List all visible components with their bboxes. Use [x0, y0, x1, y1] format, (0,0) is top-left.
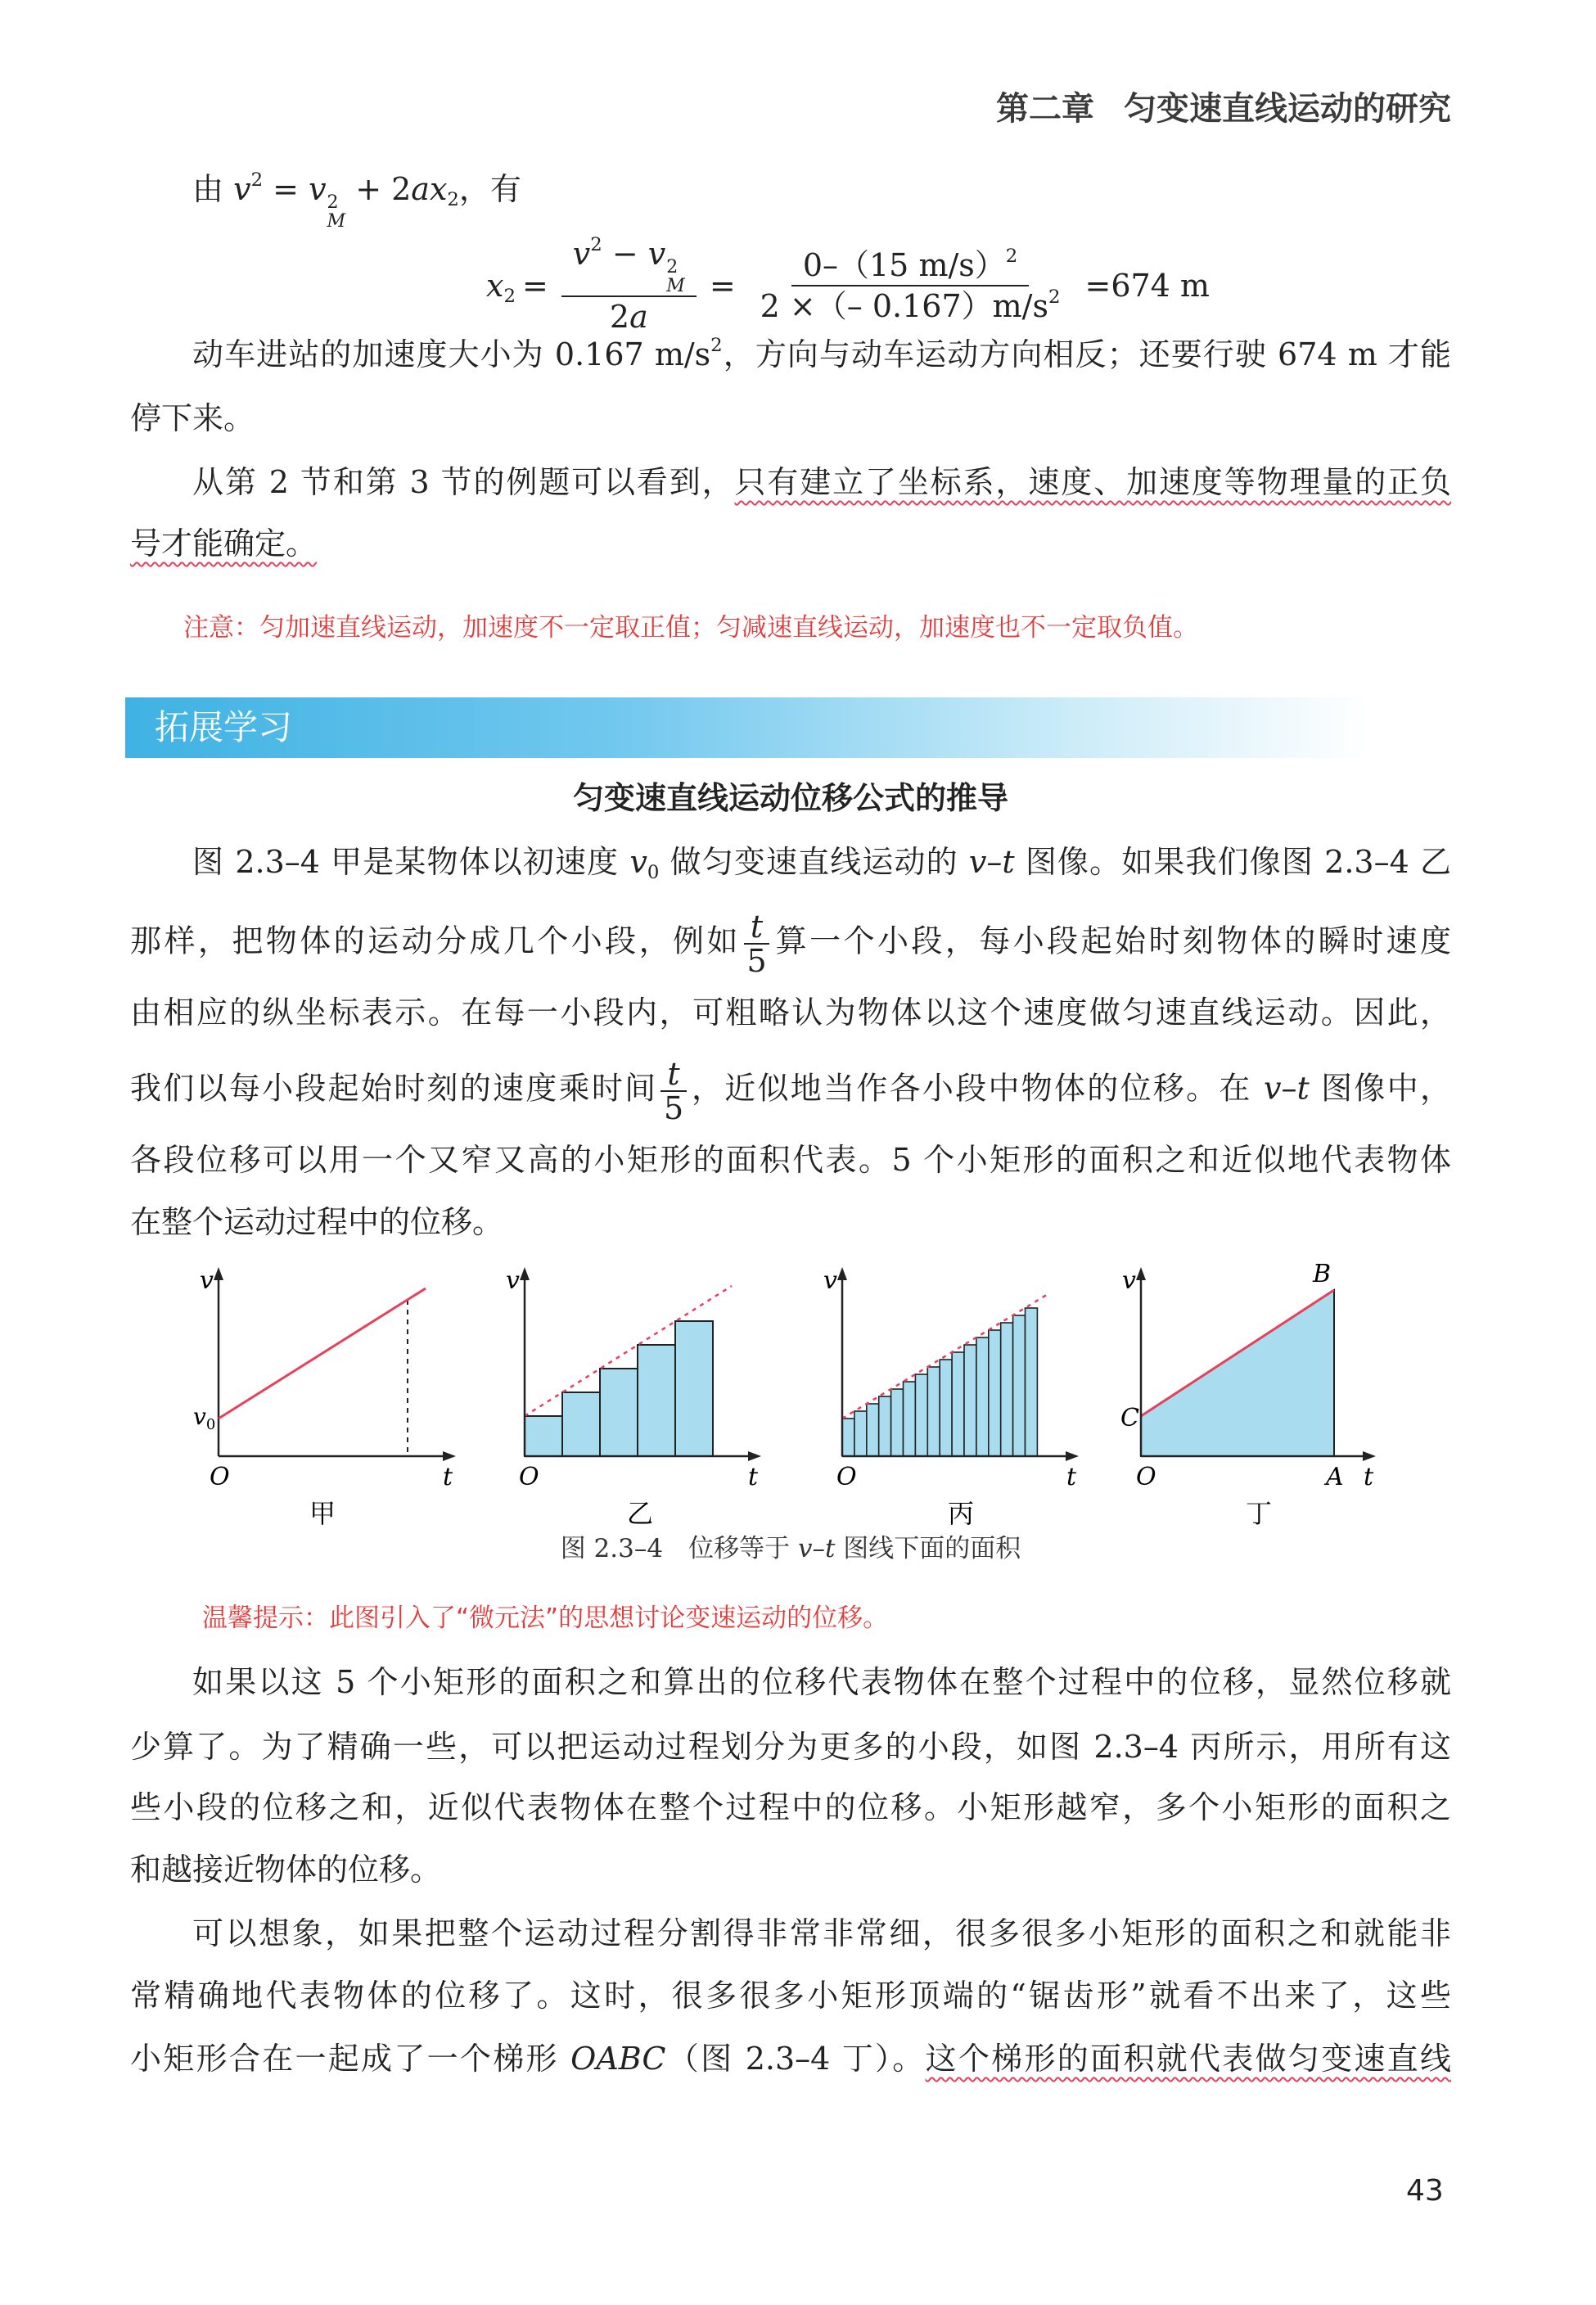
- p3-l4-b: ，近似地当作各小段中物体的位移。在: [689, 1070, 1265, 1107]
- p3-line-4: [130, 1058, 1451, 1125]
- fraction-t-over-5-2: [660, 1058, 686, 1125]
- y-axis-arrow-icon: [214, 1267, 223, 1280]
- point-a-label: A: [1326, 1463, 1344, 1491]
- p3-l1-v-sub: 0: [647, 861, 660, 883]
- v-label: v: [200, 1266, 214, 1295]
- section-title: 匀变速直线运动位移公式的推导: [572, 780, 1008, 816]
- eq2-frac1-vm: v: [647, 236, 666, 272]
- p3-line-1: [192, 843, 1451, 881]
- bar: [675, 1321, 713, 1456]
- eq2-frac2-den-sup: 2: [1048, 286, 1061, 308]
- note-text: 注意：匀加速直线运动，加速度不一定取正值；匀减速直线运动，加速度也不一定取负值。: [183, 613, 1198, 643]
- eq2-result: =674 m: [1084, 267, 1210, 304]
- frac-numerator: t: [744, 910, 769, 945]
- p3-l1-v: v: [629, 844, 647, 880]
- eq2-frac1-v-sup: 2: [590, 233, 602, 255]
- bar: [525, 1416, 562, 1456]
- t-label: t: [1364, 1463, 1374, 1491]
- eq2-frac2-den-text: 2 ×（– 0.167）m/s: [760, 287, 1048, 324]
- eq2-frac1-numerator: [561, 234, 697, 297]
- fraction-t-over-5: [744, 910, 769, 977]
- point-c-label: C: [1120, 1404, 1139, 1432]
- eq2-x-sub: 2: [503, 285, 516, 307]
- p2-underlined-1: 只有建立了坐标系，速度、加速度等物理量的正负: [734, 464, 1451, 500]
- bar: [891, 1389, 904, 1456]
- eq2-x: x: [486, 267, 504, 304]
- p3-l1-c: 图像。如果我们像图 2.3–4 乙: [1014, 844, 1451, 880]
- p4-line-3: 些小段的位移之和，近似代表物体在整个过程中的位移。小矩形越窄，多个小矩形的面积之: [130, 1789, 1451, 1825]
- origin-label: O: [836, 1463, 857, 1491]
- p3-l4-vt: v–t: [1264, 1070, 1310, 1107]
- eq2-equals-1: =: [521, 267, 548, 304]
- p3-l1-vt: v–t: [968, 844, 1015, 880]
- p3-line-3: 由相应的纵坐标表示。在每一小段内，可粗略认为物体以这个速度做匀速直线运动。因此，: [130, 995, 1451, 1031]
- p4-line-1: 如果以这 5 个小矩形的面积之和算出的位移代表物体在整个过程中的位移，显然位移就: [192, 1664, 1451, 1700]
- p5-l3-a: 小矩形合在一起成了一个梯形: [130, 2041, 571, 2077]
- p2-l1-a: 从第 2 节和第 3 节的例题可以看到，: [192, 464, 735, 500]
- frac-numerator: t: [660, 1058, 686, 1092]
- equation-1: [192, 170, 1451, 231]
- v0-label: [193, 1403, 215, 1433]
- eq2-lhs: [483, 267, 519, 307]
- x-axis-arrow-icon: [1066, 1451, 1079, 1461]
- bar: [1013, 1315, 1026, 1456]
- eq2-frac2-denominator: [749, 286, 1072, 326]
- eq1-vm-sup: 2: [327, 192, 339, 213]
- p3-line-6: 在整个运动过程中的位移。: [130, 1204, 504, 1240]
- eq2-frac1-den-a: a: [629, 299, 648, 336]
- frac-denominator: 5: [663, 1090, 684, 1126]
- eq1-equals: =: [263, 171, 309, 207]
- p2-line-1: [192, 463, 1451, 501]
- eq1-ax-sub: 2: [447, 188, 459, 210]
- panel-label-yi: 乙: [626, 1498, 654, 1529]
- page-number: 43: [1406, 2174, 1444, 2208]
- p1-l1-b: ，方向与动车运动方向相反；还要行驶 674 m 才能: [722, 336, 1451, 372]
- eq1-vm-supsub: [327, 193, 346, 231]
- bar: [562, 1392, 600, 1456]
- p5-line-1: 可以想象，如果把整个运动过程分割得非常非常细，很多很多小矩形的面积之和就能非: [192, 1915, 1451, 1951]
- t-label: t: [748, 1463, 759, 1491]
- t-label: t: [443, 1463, 453, 1491]
- bar: [879, 1396, 891, 1456]
- bar: [976, 1337, 989, 1456]
- frac-denominator: 5: [746, 943, 767, 979]
- p3-l2-b: 算一个小段，每小段起始时刻物体的瞬时速度: [773, 922, 1451, 959]
- eq2-frac1-vm-sup: 2: [666, 256, 679, 277]
- p3-line-2: [130, 910, 1451, 977]
- trapezoid-oabc: [1141, 1290, 1334, 1456]
- bar: [600, 1369, 638, 1456]
- bar: [842, 1419, 854, 1456]
- panel-label-ding: 丁: [1245, 1498, 1273, 1529]
- p1-l1-a: 动车进站的加速度大小为 0.167 m/s: [192, 336, 711, 372]
- eq2-frac1-vm-sub: M: [666, 276, 685, 297]
- y-axis-arrow-icon: [1136, 1267, 1146, 1280]
- t-label: t: [1066, 1463, 1077, 1491]
- bar: [904, 1382, 916, 1456]
- p2-line-2: [130, 525, 1451, 562]
- x-axis-arrow-icon: [1363, 1451, 1376, 1461]
- p3-l2-a: 那样，把物体的运动分成几个小段，例如: [130, 922, 741, 959]
- figure-caption: [130, 1532, 1451, 1565]
- p1-l1-sup: 2: [710, 334, 723, 356]
- panel-ding: [1120, 1260, 1376, 1529]
- origin-label: O: [519, 1463, 539, 1491]
- p3-l4-a: 我们以每小段起始时刻的速度乘时间: [130, 1070, 658, 1107]
- tip-text: 温馨提示：此图引入了“微元法”的思想讨论变速运动的位移。: [202, 1604, 889, 1633]
- banner-label: 拓展学习: [155, 707, 293, 747]
- origin-label: O: [1136, 1463, 1156, 1491]
- eq1-vm-sub: M: [327, 211, 346, 232]
- eq1-suffix: ，有: [458, 171, 521, 207]
- bar: [1026, 1308, 1038, 1456]
- eq2-frac1-v: v: [572, 236, 591, 272]
- point-b-label: B: [1313, 1260, 1332, 1288]
- p5-line-3: [130, 2040, 1451, 2077]
- y-axis-arrow-icon: [520, 1267, 530, 1280]
- eq2-frac1-denominator: [598, 297, 660, 336]
- p3-l4-c: 图像中，: [1309, 1070, 1451, 1107]
- eq2-fraction-1: [561, 234, 697, 336]
- velocity-line: [219, 1288, 426, 1419]
- bar: [964, 1345, 976, 1456]
- p3-line-5: 各段位移可以用一个又窄又高的小矩形的面积代表。5 个小矩形的面积之和近似地代表物体: [130, 1142, 1451, 1178]
- eq2-frac2-num-sup: 2: [1005, 245, 1018, 267]
- chapter-header: [996, 88, 1451, 129]
- panel-label-bing: 丙: [947, 1498, 975, 1529]
- chapter-number: 第二章: [996, 90, 1094, 128]
- eq2-frac1-den-2: 2: [609, 299, 630, 336]
- v0-sub: 0: [205, 1416, 216, 1433]
- p4-line-2: 少算了。为了精确一些，可以把运动过程划分为更多的小段，如图 2.3–4 丙所示，用所有这: [130, 1729, 1451, 1765]
- bar: [940, 1360, 952, 1456]
- eq2-frac1-minus: −: [602, 236, 648, 272]
- eq1-v-sup: 2: [250, 169, 264, 191]
- v-label: v: [1122, 1266, 1136, 1295]
- p1-line-1: [192, 336, 1451, 373]
- bar: [1001, 1323, 1013, 1456]
- extension-banner: [125, 697, 1369, 758]
- p5-l3-oabc: OABC: [570, 2041, 666, 2077]
- panel-bing: [823, 1266, 1079, 1529]
- origin-label: O: [210, 1463, 230, 1491]
- caption-a: 图 2.3–4 位移等于: [560, 1534, 798, 1563]
- x-axis-arrow-icon: [748, 1451, 761, 1461]
- panel-yi: [506, 1266, 761, 1529]
- panel-label-jia: 甲: [309, 1498, 336, 1529]
- caption-vt: v–t: [797, 1534, 836, 1563]
- panel-jia: [193, 1266, 456, 1529]
- eq1-ax: ax: [411, 171, 448, 207]
- p5-l3-b: （图 2.3–4 丁）。: [665, 2041, 926, 2077]
- eq1-v: v: [233, 171, 251, 207]
- eq2-frac2-numerator: [791, 246, 1029, 286]
- eq2-frac2-num-text: 0–（15 m/s）: [802, 246, 1006, 283]
- p1-line-2: 停下来。: [130, 400, 255, 436]
- eq2-equals-2: =: [709, 267, 736, 304]
- p3-l1-a: 图 2.3–4 甲是某物体以初速度: [192, 844, 630, 880]
- eq1-plus: + 2: [345, 171, 412, 207]
- p3-l1-b: 做匀变速直线运动的: [659, 844, 969, 880]
- eq2-frac1-vm-supsub: [666, 258, 685, 295]
- y-axis-arrow-icon: [837, 1267, 847, 1280]
- v0-v: v: [193, 1403, 206, 1430]
- bar: [638, 1345, 675, 1456]
- eq1-vm: v: [309, 171, 327, 207]
- caption-b: 图线下面的面积: [835, 1534, 1021, 1563]
- equation-2: [483, 234, 1213, 336]
- eq1-prefix: 由: [192, 171, 234, 207]
- p5-underlined: 这个梯形的面积就代表做匀变速直线: [925, 2041, 1451, 2077]
- p4-line-4: 和越接近物体的位移。: [130, 1852, 442, 1888]
- bar: [952, 1352, 964, 1456]
- bar: [867, 1404, 879, 1456]
- bar: [989, 1330, 1001, 1456]
- p5-line-2: 常精确地代表物体的位移了。这时，很多很多小矩形顶端的“锯齿形”就看不出来了，这些: [130, 1978, 1451, 2014]
- x-axis-arrow-icon: [443, 1451, 456, 1461]
- bar: [915, 1374, 927, 1456]
- bar: [854, 1411, 867, 1456]
- v-label: v: [506, 1266, 520, 1295]
- v-label: v: [823, 1266, 837, 1295]
- figure-2-3-4: [0, 1252, 1596, 1531]
- bar: [927, 1367, 940, 1456]
- chapter-title: 匀变速直线运动的研究: [1124, 90, 1451, 128]
- eq2-fraction-2: [749, 246, 1072, 326]
- p2-underlined-2: 号才能确定。: [130, 526, 318, 562]
